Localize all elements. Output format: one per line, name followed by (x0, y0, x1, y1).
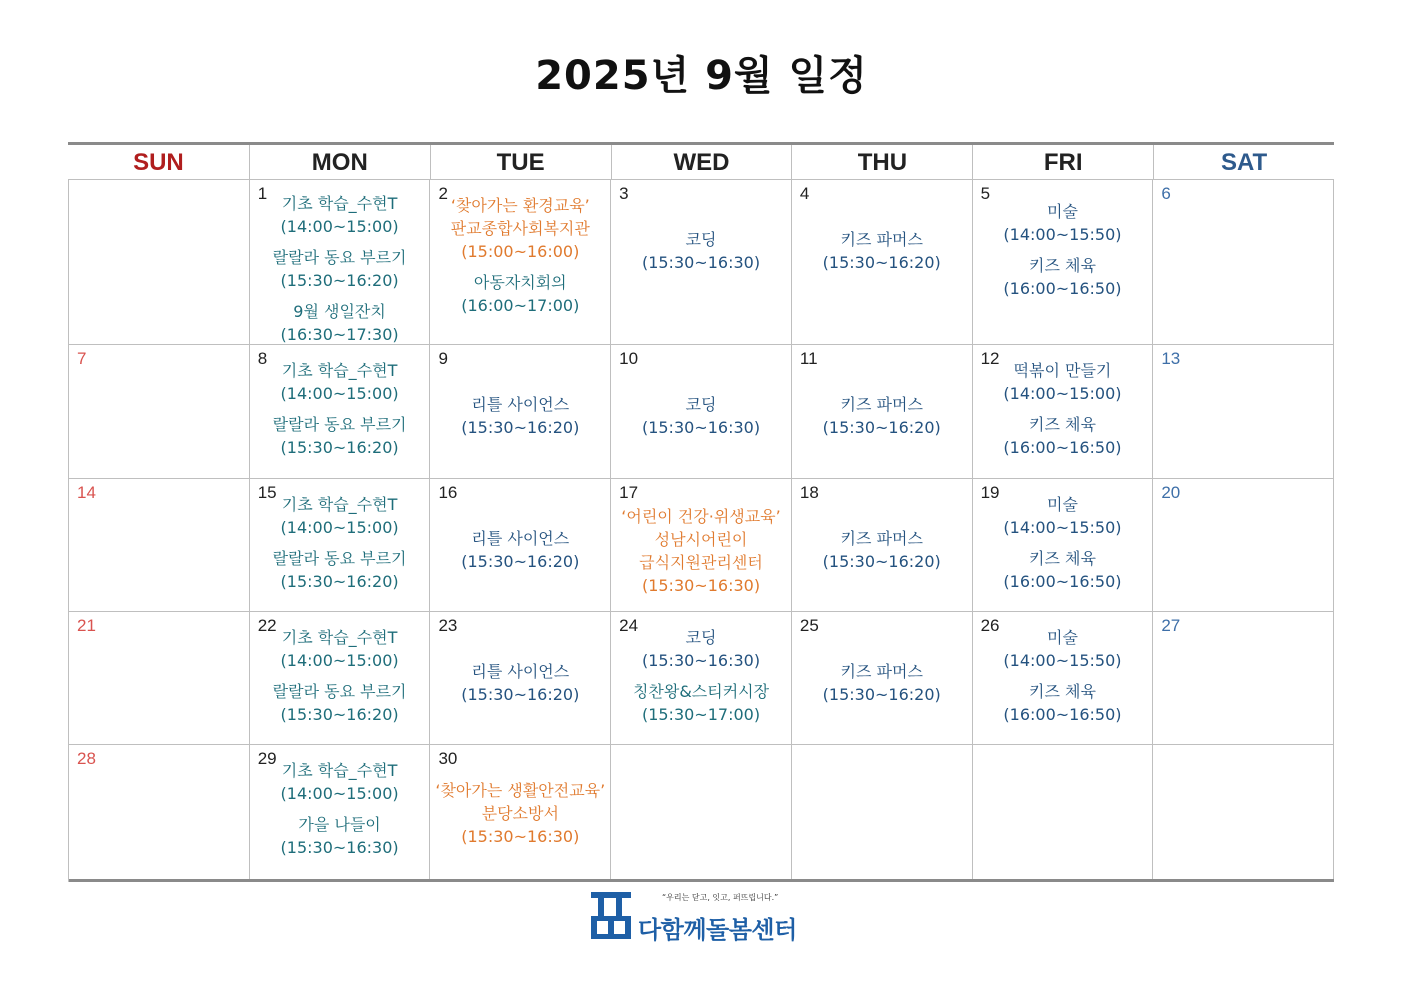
day-number: 20 (1161, 483, 1181, 502)
event-item (621, 505, 780, 597)
day-cell-sun (69, 479, 250, 611)
weekday-sun: SUN (133, 149, 184, 176)
event-time: (15:30~16:20) (822, 552, 941, 571)
event-time: (15:30~16:20) (822, 253, 941, 272)
event-time: (14:00~15:50) (1003, 225, 1122, 244)
event-title: 키즈 체육 (1028, 415, 1096, 434)
day-cell-sun (69, 180, 250, 344)
day-number: 4 (799, 184, 810, 203)
event-time: (15:30~16:30) (641, 576, 761, 595)
day-number: 5 (980, 184, 991, 203)
day-number: 18 (799, 483, 819, 502)
day-number: 29 (257, 749, 277, 768)
event-title: 칭찬왕&스티커시장 (632, 682, 770, 701)
day-cell-sat (1153, 479, 1334, 611)
day-number: 22 (257, 616, 277, 635)
event-title: 리틀 사이언스 (471, 529, 570, 548)
event-title: 분당소방서 (481, 804, 559, 823)
event-time: (15:30~16:20) (461, 685, 580, 704)
event-time: (15:30~16:20) (280, 438, 399, 457)
day-number: 17 (619, 483, 639, 502)
day-number: 21 (77, 616, 96, 635)
event-time: (15:30~16:30) (461, 827, 580, 846)
event-time: (15:30~16:20) (822, 685, 941, 704)
event-list (250, 359, 430, 459)
event-item (461, 527, 579, 573)
week-row (69, 745, 1334, 882)
day-cell-wed (611, 345, 792, 478)
day-cell-thu (792, 479, 973, 611)
event-item (461, 660, 579, 706)
day-cell-mon (250, 345, 431, 478)
day-number: 30 (438, 749, 458, 768)
day-number: 10 (619, 349, 639, 368)
week-row (69, 345, 1334, 479)
day-cell-mon (250, 612, 431, 744)
day-cell-tue (430, 612, 611, 744)
event-list (973, 359, 1153, 459)
day-number: 2 (438, 184, 448, 203)
event-list (430, 779, 610, 848)
event-item (461, 271, 579, 317)
week-row (69, 180, 1334, 345)
event-title: 키즈 체육 (1028, 549, 1096, 568)
event-list (611, 228, 791, 274)
event-title: 떡볶이 만들기 (1013, 361, 1112, 380)
event-item (281, 493, 399, 539)
event-item (1003, 493, 1121, 539)
event-time: (14:00~15:00) (280, 384, 399, 403)
day-number: 12 (980, 349, 1000, 368)
day-number: 14 (77, 483, 96, 502)
day-cell-mon (250, 745, 431, 879)
event-title: ‘찾아가는 환경교육’ (450, 196, 590, 215)
event-list (250, 626, 430, 726)
day-number: 25 (799, 616, 819, 635)
event-title: 키즈 파머스 (840, 662, 923, 681)
event-title: 기초 학습_수현T (281, 495, 398, 514)
event-title: 키즈 파머스 (840, 230, 923, 249)
event-item (1003, 547, 1121, 593)
day-cell-fri (973, 180, 1154, 344)
event-time: (15:30~17:00) (641, 705, 761, 724)
week-row (69, 612, 1334, 745)
day-number: 9 (438, 349, 448, 368)
event-list (611, 393, 791, 439)
weekday-thu: THU (791, 145, 972, 179)
event-item (281, 359, 399, 405)
day-cell-thu (792, 745, 973, 879)
event-item (281, 192, 399, 238)
event-item (1003, 200, 1121, 246)
event-item (273, 246, 407, 292)
event-title: 아동자치회의 (473, 273, 567, 292)
event-item (461, 393, 579, 439)
event-time: (15:30~16:30) (641, 418, 761, 437)
event-title: 기초 학습_수현T (281, 761, 398, 780)
day-number: 15 (257, 483, 277, 502)
event-item (1003, 359, 1121, 405)
event-item (633, 680, 769, 726)
event-time: (16:00~17:00) (461, 296, 580, 315)
day-cell-tue (430, 345, 611, 478)
day-cell-fri (973, 479, 1154, 611)
event-time: (14:00~15:00) (280, 651, 399, 670)
event-time: (15:30~16:20) (280, 271, 399, 290)
weekday-tue: TUE (430, 145, 611, 179)
event-title: 미술 (1046, 628, 1078, 647)
event-time: (15:30~16:20) (461, 552, 580, 571)
event-time: (14:00~15:50) (1003, 651, 1122, 670)
day-cell-tue (430, 745, 611, 879)
page-title: 2025년 9월 일정 (535, 53, 868, 99)
event-title: 코딩 (685, 628, 717, 647)
day-cell-fri (973, 745, 1154, 879)
event-list (430, 194, 610, 317)
day-number: 6 (1161, 184, 1171, 203)
event-list (250, 759, 430, 859)
event-time: (16:00~16:50) (1003, 572, 1122, 591)
event-title: 랄랄라 동요 부르기 (272, 415, 407, 434)
event-title: ‘찾아가는 생활안전교육’ (435, 781, 606, 800)
event-title: 가을 나들이 (298, 815, 381, 834)
day-cell-sun (69, 345, 250, 478)
event-title: 키즈 파머스 (840, 529, 923, 548)
weekday-sat: SAT (1153, 145, 1334, 179)
logo-mark-icon (588, 890, 634, 940)
day-cell-wed (611, 479, 792, 611)
day-cell-thu (792, 180, 973, 344)
event-title: 리틀 사이언스 (471, 662, 570, 681)
event-item (281, 626, 399, 672)
weekday-header (68, 145, 1334, 180)
event-list (611, 626, 791, 726)
event-title: 9월 생일잔치 (293, 302, 386, 321)
event-list (250, 493, 430, 593)
day-number: 11 (799, 349, 818, 368)
day-cell-sun (69, 612, 250, 744)
logo-center-name: 다함께돌봄센터 (638, 916, 797, 944)
event-time: (15:30~16:30) (641, 651, 761, 670)
day-cell-sat (1153, 345, 1334, 478)
event-item (1003, 680, 1121, 726)
event-item (435, 779, 605, 848)
day-cell-mon (250, 479, 431, 611)
event-item (1003, 254, 1121, 300)
event-time: (14:00~15:00) (280, 217, 399, 236)
event-list (792, 228, 972, 274)
event-title: 코딩 (685, 395, 717, 414)
event-time: (14:00~15:50) (1003, 518, 1122, 537)
event-time: (14:00~15:00) (280, 518, 399, 537)
event-title: 미술 (1046, 202, 1078, 221)
day-number: 8 (257, 349, 268, 368)
event-item (273, 413, 407, 459)
day-number: 13 (1161, 349, 1181, 368)
event-item (1003, 626, 1121, 672)
event-time: (14:00~15:00) (1003, 384, 1122, 403)
day-cell-sat (1153, 612, 1334, 744)
event-item (1003, 413, 1121, 459)
event-item (281, 813, 399, 859)
event-time: (16:00~16:50) (1003, 438, 1122, 457)
event-item (451, 194, 590, 263)
day-cell-tue (430, 180, 611, 344)
weekday-fri: FRI (972, 145, 1153, 179)
event-title: 키즈 체육 (1028, 682, 1096, 701)
event-time: (15:30~16:20) (280, 705, 399, 724)
event-list (430, 527, 610, 573)
event-title: 기초 학습_수현T (281, 194, 398, 213)
event-list (792, 527, 972, 573)
day-number: 19 (980, 483, 1000, 502)
event-time: (16:00~16:50) (1003, 705, 1122, 724)
event-item (281, 759, 399, 805)
event-list (430, 660, 610, 706)
day-cell-sun (69, 745, 250, 879)
day-cell-sat (1153, 745, 1334, 879)
logo-slogan: “우리는 닫고, 잇고, 퍼뜨립니다.” (662, 893, 779, 902)
event-list (792, 393, 972, 439)
calendar-grid (68, 180, 1334, 882)
day-cell-fri (973, 612, 1154, 744)
event-title: 미술 (1046, 495, 1078, 514)
day-number: 24 (619, 616, 639, 635)
event-list (430, 393, 610, 439)
day-number: 7 (77, 349, 87, 368)
event-time: (15:30~16:30) (280, 838, 399, 857)
event-list (611, 505, 791, 597)
event-list (973, 200, 1153, 300)
event-time: (16:00~16:50) (1003, 279, 1122, 298)
event-time: (16:30~17:30) (280, 325, 399, 344)
event-title: 성남시어린이 (654, 530, 748, 549)
day-cell-thu (792, 612, 973, 744)
event-item (823, 393, 941, 439)
week-row (69, 479, 1334, 612)
event-item (281, 300, 399, 346)
day-cell-wed (611, 180, 792, 344)
event-list (250, 192, 430, 346)
day-cell-sat (1153, 180, 1334, 344)
event-title: 키즈 파머스 (840, 395, 923, 414)
event-title: 랄랄라 동요 부르기 (272, 682, 407, 701)
event-title: 코딩 (685, 230, 717, 249)
day-cell-wed (611, 612, 792, 744)
event-title: 리틀 사이언스 (471, 395, 570, 414)
event-item (823, 660, 941, 706)
event-title: 랄랄라 동요 부르기 (272, 248, 407, 267)
event-title: 기초 학습_수현T (281, 628, 398, 647)
day-cell-mon (250, 180, 431, 344)
event-title: 랄랄라 동요 부르기 (272, 549, 407, 568)
event-title: 키즈 체육 (1028, 256, 1096, 275)
weekday-wed: WED (611, 145, 792, 179)
event-item (823, 527, 941, 573)
event-title: 판교종합사회복지관 (450, 219, 590, 238)
event-time: (15:00~16:00) (461, 242, 580, 261)
day-cell-fri (973, 345, 1154, 478)
event-time: (14:00~15:00) (280, 784, 399, 803)
event-title: 급식지원관리센터 (639, 553, 763, 572)
day-number: 3 (619, 184, 629, 203)
event-title: 기초 학습_수현T (281, 361, 398, 380)
event-time: (15:30~16:20) (280, 572, 399, 591)
event-item (642, 393, 760, 439)
event-item (823, 228, 941, 274)
event-list (792, 660, 972, 706)
event-time: (15:30~16:20) (822, 418, 941, 437)
day-number: 1 (257, 184, 268, 203)
day-number: 16 (438, 483, 458, 502)
event-list (973, 626, 1153, 726)
day-cell-tue (430, 479, 611, 611)
event-list (973, 493, 1153, 593)
center-logo (588, 890, 818, 946)
event-time: (15:30~16:20) (461, 418, 580, 437)
calendar (68, 142, 1334, 882)
day-cell-wed (611, 745, 792, 879)
day-number: 27 (1161, 616, 1181, 635)
day-number: 23 (438, 616, 458, 635)
event-time: (15:30~16:30) (641, 253, 761, 272)
weekday-mon: MON (249, 145, 430, 179)
event-item (642, 626, 760, 672)
day-cell-thu (792, 345, 973, 478)
event-item (642, 228, 760, 274)
event-item (273, 547, 407, 593)
event-title: ‘어린이 건강·위생교육’ (621, 507, 781, 526)
event-item (273, 680, 407, 726)
day-number: 26 (980, 616, 1000, 635)
day-number: 28 (77, 749, 96, 768)
